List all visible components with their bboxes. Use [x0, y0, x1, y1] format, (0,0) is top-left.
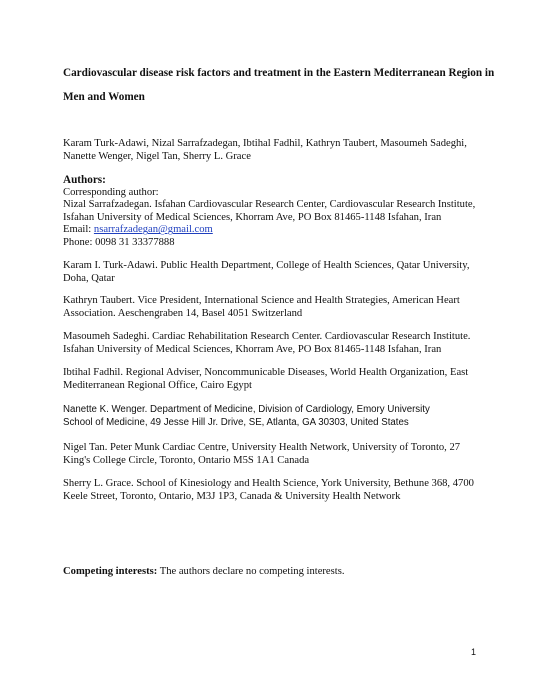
- affiliation-line-2: Mediterranean Regional Office, Cairo Egypt: [63, 379, 252, 391]
- authors-section: [63, 174, 483, 250]
- page-number: 1: [471, 647, 477, 657]
- authors-heading: Authors:: [63, 174, 106, 186]
- author-list: [63, 138, 483, 163]
- email-label: Email:: [63, 224, 94, 236]
- phone-line: Phone: 0098 31 33377888: [63, 236, 175, 248]
- corresponding-author-label: Corresponding author:: [63, 186, 159, 198]
- affiliation-taubert: [63, 295, 483, 320]
- affiliation-line-1: Sherry L. Grace. School of Kinesiology and Health Science, York University, Bethune 368, 4700: [63, 478, 474, 489]
- affiliation-line-2: King's College Circle, Toronto, Ontario M5S 1A1 Canada: [63, 454, 310, 466]
- affiliation-fadhil: [63, 367, 483, 392]
- competing-interests: [63, 566, 483, 579]
- affiliation-line-2: Association. Aeschengraben 14, Basel 4051 Switzerland: [63, 307, 303, 319]
- email-link[interactable]: nsarrafzadegan@gmail.com: [93, 224, 213, 236]
- corresponding-author-line-1: Nizal Sarrafzadegan. Isfahan Cardiovascular Research Center, Cardiovascular Research Institute,: [63, 199, 476, 211]
- paper-title-line-2: Men and Women: [63, 91, 145, 103]
- affiliation-line-2: School of Medicine, 49 Jesse Hill Jr. Drive, SE, Atlanta, GA 30303, United States: [63, 416, 409, 428]
- affiliation-line-2: Doha, Qatar: [63, 272, 115, 284]
- affiliation-line-1: Masoumeh Sadeghi. Cardiac Rehabilitation Research Center. Cardiovascular Research Institute.: [63, 331, 471, 342]
- author-list-line-2: Nanette Wenger, Nigel Tan, Sherry L. Grace: [63, 150, 251, 162]
- affiliation-line-1: Nanette K. Wenger. Department of Medicine, Division of Cardiology, Emory University: [63, 404, 430, 415]
- paper-title-line-1: Cardiovascular disease risk factors and treatment in the Eastern Mediterranean Region in: [63, 67, 495, 79]
- affiliation-turk-adawi: [63, 260, 483, 285]
- affiliation-wenger: [63, 404, 483, 429]
- corresponding-author-line-2: Isfahan University of Medical Sciences, Khorram Ave, PO Box 81465-1148 Isfahan, Iran: [63, 211, 442, 223]
- affiliation-line-2: Isfahan University of Medical Sciences, Khorram Ave, PO Box 81465-1148 Isfahan, Iran: [63, 343, 442, 355]
- affiliation-tan: [63, 442, 483, 467]
- email-line: [63, 224, 483, 237]
- competing-interests-label: Competing interests:: [63, 566, 158, 577]
- affiliation-line-1: Nigel Tan. Peter Munk Cardiac Centre, University Health Network, University of Toronto, 27: [63, 442, 461, 453]
- affiliation-grace: [63, 478, 483, 503]
- competing-interests-text: The authors declare no competing interests.: [157, 566, 345, 577]
- affiliation-line-1: Karam I. Turk-Adawi. Public Health Department, College of Health Sciences, Qatar University,: [63, 260, 470, 271]
- affiliation-line-1: Kathryn Taubert. Vice President, International Science and Health Strategies, American Heart: [63, 295, 460, 306]
- author-list-line-1: Karam Turk-Adawi, Nizal Sarrafzadegan, Ibtihal Fadhil, Kathryn Taubert, Masoumeh Sadeghi,: [63, 138, 467, 149]
- affiliation-line-2: Keele Street, Toronto, Ontario, M3J 1P3, Canada & University Health Network: [63, 490, 401, 502]
- affiliation-sadeghi: [63, 331, 483, 356]
- affiliation-line-1: Ibtihal Fadhil. Regional Adviser, Noncommunicable Diseases, World Health Organization, East: [63, 367, 469, 378]
